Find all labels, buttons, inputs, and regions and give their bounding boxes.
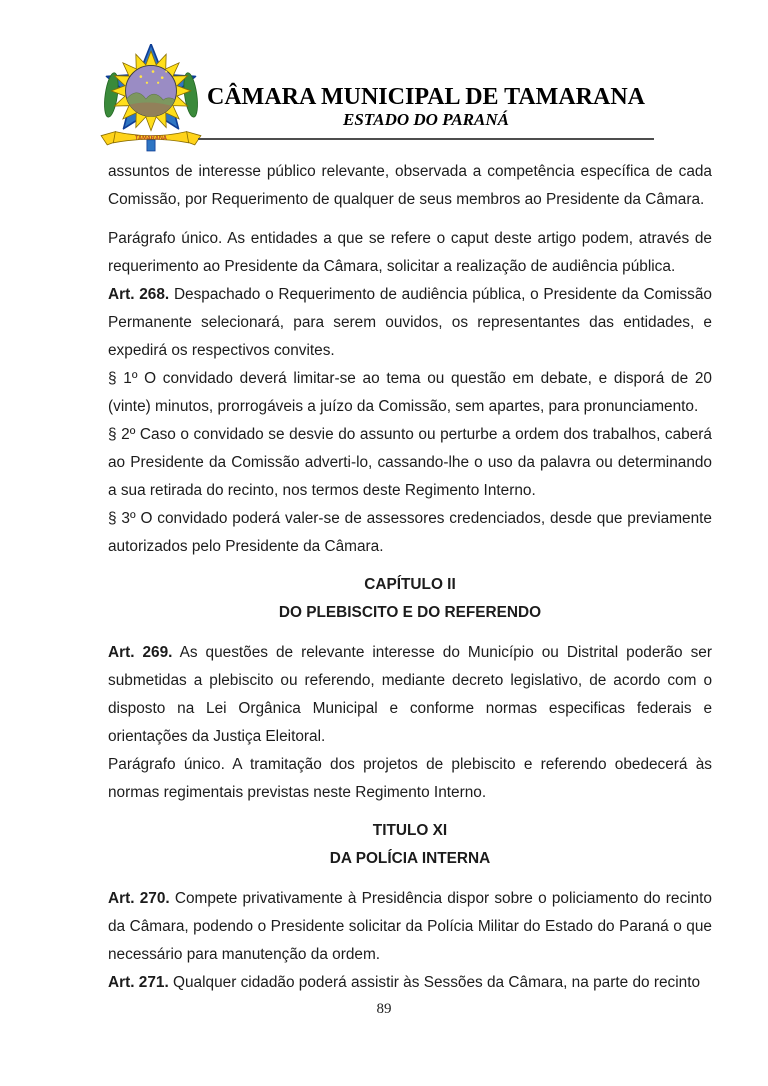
org-title: CÂMARA MUNICIPAL DE TAMARANA bbox=[207, 84, 645, 110]
chapter-heading bbox=[108, 571, 712, 627]
paragraph-text: Despachado o Requerimento de audiência pública, o Presidente da Comissão Permanente selecionará, para serem ouvidos, os representantes das entidades, e expedirá os respectivos convites. bbox=[108, 286, 712, 359]
article-number: Art. 269. bbox=[108, 644, 173, 661]
paragraph-text: § 2º Caso o convidado se desvie do assunto ou perturbe a ordem dos trabalhos, caberá ao Presidente da Comissão adverti-lo, cassando-lhe o uso da palavra ou determinando a sua retirada do recinto, nos termos deste Regimento Interno. bbox=[108, 426, 712, 499]
paragraph-text: Parágrafo único. As entidades a que se refere o caput deste artigo podem, através de requerimento ao Presidente da Câmara, solicitar a realização de audiência pública. bbox=[108, 230, 712, 275]
banner-text: TAMARANA bbox=[135, 135, 167, 142]
chapter-heading-title: DO PLEBISCITO E DO REFERENDO bbox=[278, 604, 542, 621]
document-footer bbox=[0, 1001, 768, 1018]
paragraph-text: Qualquer cidadão poderá assistir às Sessões da Câmara, na parte do recinto bbox=[168, 974, 701, 991]
chapter-heading-number: CAPÍTULO II bbox=[364, 576, 456, 593]
paragraph-text: § 3º O convidado poderá valer-se de assessores credenciados, desde que previamente autorizados pelo Presidente da Câmara. bbox=[108, 510, 712, 555]
body-paragraph bbox=[108, 281, 712, 365]
header-title-block bbox=[198, 84, 654, 130]
body-paragraph bbox=[108, 969, 712, 997]
body-paragraph bbox=[108, 421, 712, 505]
body-paragraph bbox=[108, 639, 712, 751]
body-paragraph bbox=[108, 505, 712, 561]
header-divider bbox=[198, 138, 654, 140]
title-heading bbox=[108, 817, 712, 873]
paragraph-text: § 1º O convidado deverá limitar-se ao tema ou questão em debate, e disporá de 20 (vinte) minutos, prorrogáveis a juízo da Comissão, sem apartes, para pronunciamento. bbox=[108, 370, 712, 415]
article-number: Art. 270. bbox=[108, 890, 170, 907]
body-paragraph bbox=[108, 885, 712, 969]
body-paragraph bbox=[108, 751, 712, 807]
org-subtitle: ESTADO DO PARANÁ bbox=[343, 110, 509, 129]
body-paragraph bbox=[108, 225, 712, 281]
article-number: Art. 268. bbox=[108, 286, 170, 303]
body-paragraph bbox=[108, 158, 712, 214]
paragraph-text: Parágrafo único. A tramitação dos projetos de plebiscito e referendo obedecerá às normas regimentais previstas neste Regimento Interno. bbox=[108, 756, 712, 801]
article-number: Art. 271. bbox=[108, 974, 169, 991]
title-heading-title: DA POLÍCIA INTERNA bbox=[329, 850, 491, 867]
body-paragraph bbox=[108, 365, 712, 421]
paragraph-text: Compete privativamente à Presidência dispor sobre o policiamento do recinto da Câmara, podendo o Presidente solicitar da Polícia Militar do Estado do Paraná o que necessário para manutenção da ordem. bbox=[108, 890, 712, 963]
paragraph-text: assuntos de interesse público relevante, observada a competência específica de cada Comissão, por Requerimento de qualquer de seus membros ao Presidente da Câmara. bbox=[108, 163, 712, 208]
title-heading-number: TITULO XI bbox=[372, 822, 448, 839]
page-number: 89 bbox=[376, 1001, 392, 1017]
coat-of-arms-logo bbox=[95, 44, 207, 152]
paragraph-spacer bbox=[108, 214, 712, 225]
document-body bbox=[108, 158, 712, 997]
paragraph-text: As questões de relevante interesse do Município ou Distrital poderão ser submetidas a plebiscito ou referendo, mediante decreto legislativo, de acordo com o disposto na Lei Orgânica Municipal e conforme normas especificas federais e orientações da Justiça Eleitoral. bbox=[108, 644, 712, 745]
